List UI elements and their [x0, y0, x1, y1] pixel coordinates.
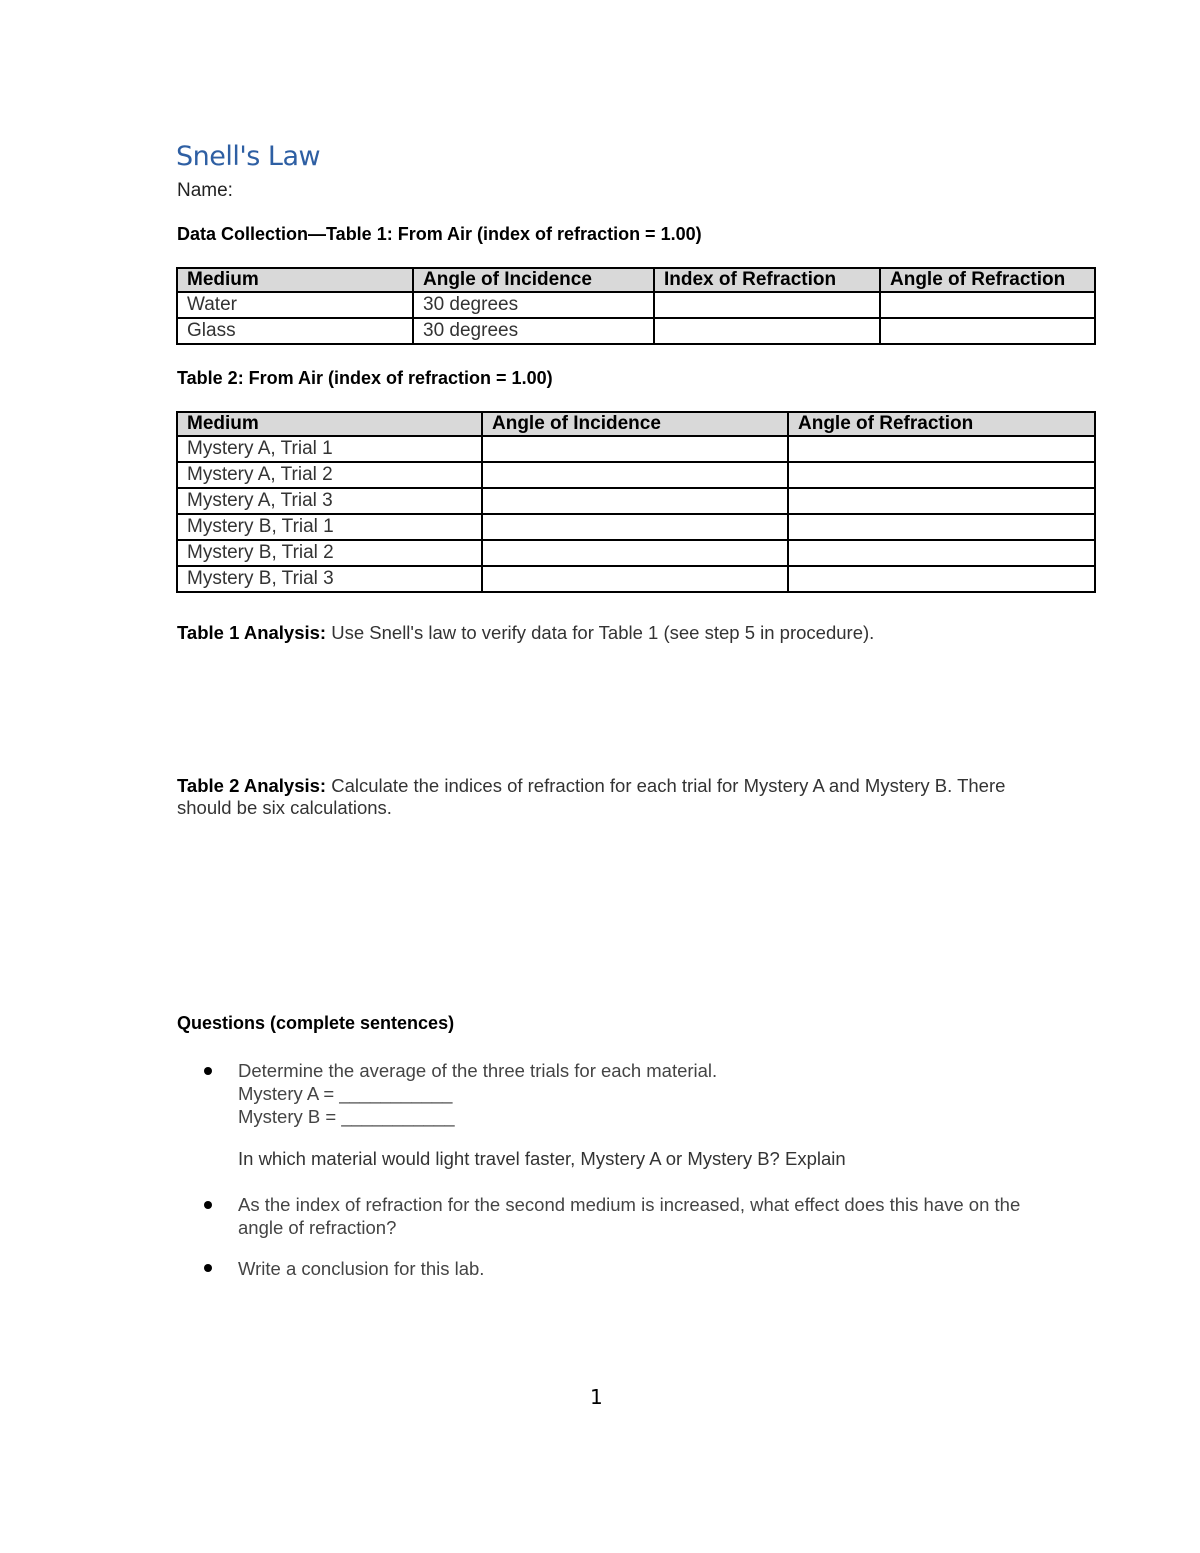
- table2-analysis-text: Calculate the indices of refraction for each trial for Mystery A and Mystery B. There should be six calculations.: [177, 775, 1006, 818]
- table-cell[interactable]: [482, 514, 788, 540]
- table-cell: Mystery A, Trial 3: [177, 488, 482, 514]
- table-row: [177, 514, 1095, 540]
- table1-analysis-label: Table 1 Analysis:: [177, 622, 327, 643]
- bullet-icon: [204, 1067, 212, 1075]
- table-row: [177, 540, 1095, 566]
- table-cell[interactable]: [880, 292, 1095, 318]
- table-cell[interactable]: [788, 488, 1095, 514]
- table2-col-angle-incidence: Angle of Incidence: [482, 412, 788, 436]
- bullet-icon: [204, 1201, 212, 1209]
- table-cell: 30 degrees: [413, 318, 654, 344]
- table2: [176, 411, 1096, 593]
- mystery-a-answer-line: Mystery A = ___________: [238, 1083, 453, 1104]
- table-cell: Mystery B, Trial 3: [177, 566, 482, 592]
- table-cell: Mystery B, Trial 2: [177, 540, 482, 566]
- table-cell: Mystery A, Trial 1: [177, 436, 482, 462]
- table-row: [177, 462, 1095, 488]
- table-cell[interactable]: [654, 292, 880, 318]
- table-cell[interactable]: [788, 514, 1095, 540]
- table-cell: 30 degrees: [413, 292, 654, 318]
- table-cell: Water: [177, 292, 413, 318]
- table-cell[interactable]: [788, 540, 1095, 566]
- table-cell[interactable]: [482, 540, 788, 566]
- document-title: Snell's Law: [176, 141, 321, 172]
- table2-analysis: [177, 775, 1037, 819]
- question-1: Determine the average of the three trials for each material.: [238, 1060, 718, 1081]
- table1-analysis-text: Use Snell's law to verify data for Table 1 (see step 5 in procedure).: [326, 622, 875, 643]
- table-cell[interactable]: [788, 566, 1095, 592]
- bullet-icon: [204, 1264, 212, 1272]
- table-cell[interactable]: [788, 462, 1095, 488]
- mystery-b-answer-line: Mystery B = ___________: [238, 1106, 455, 1127]
- table1-col-medium: Medium: [177, 268, 413, 292]
- table2-col-angle-refraction: Angle of Refraction: [788, 412, 1095, 436]
- table1-header-row: [177, 268, 1095, 292]
- questions-heading: Questions (complete sentences): [177, 1013, 455, 1033]
- table-row: [177, 318, 1095, 344]
- question-3: Write a conclusion for this lab.: [238, 1258, 485, 1279]
- table-row: [177, 566, 1095, 592]
- table-cell: Glass: [177, 318, 413, 344]
- table1-col-angle-incidence: Angle of Incidence: [413, 268, 654, 292]
- table-cell: Mystery B, Trial 1: [177, 514, 482, 540]
- question-2: As the index of refraction for the second medium is increased, what effect does this have on the angle of refraction?: [238, 1194, 1021, 1238]
- table1-col-index-refraction: Index of Refraction: [654, 268, 880, 292]
- question-1-followup: In which material would light travel faster, Mystery A or Mystery B? Explain: [238, 1148, 846, 1169]
- table-cell: Mystery A, Trial 2: [177, 462, 482, 488]
- table2-heading: Table 2: From Air (index of refraction = 1.00): [177, 368, 553, 388]
- table1-col-angle-refraction: Angle of Refraction: [880, 268, 1095, 292]
- table-cell[interactable]: [788, 436, 1095, 462]
- table2-analysis-label: Table 2 Analysis:: [177, 775, 327, 796]
- table2-col-medium: Medium: [177, 412, 482, 436]
- table-row: [177, 292, 1095, 318]
- table-cell[interactable]: [482, 488, 788, 514]
- table2-header-row: [177, 412, 1095, 436]
- table-cell[interactable]: [482, 462, 788, 488]
- page-number: 1: [590, 1385, 603, 1409]
- table-row: [177, 436, 1095, 462]
- table-cell[interactable]: [654, 318, 880, 344]
- table-cell[interactable]: [482, 566, 788, 592]
- table1-heading: Data Collection—Table 1: From Air (index of refraction = 1.00): [177, 224, 702, 244]
- table1: [176, 267, 1096, 345]
- table-row: [177, 488, 1095, 514]
- table-cell[interactable]: [482, 436, 788, 462]
- name-label: Name:: [177, 180, 233, 201]
- table-cell[interactable]: [880, 318, 1095, 344]
- table1-analysis: [177, 622, 874, 644]
